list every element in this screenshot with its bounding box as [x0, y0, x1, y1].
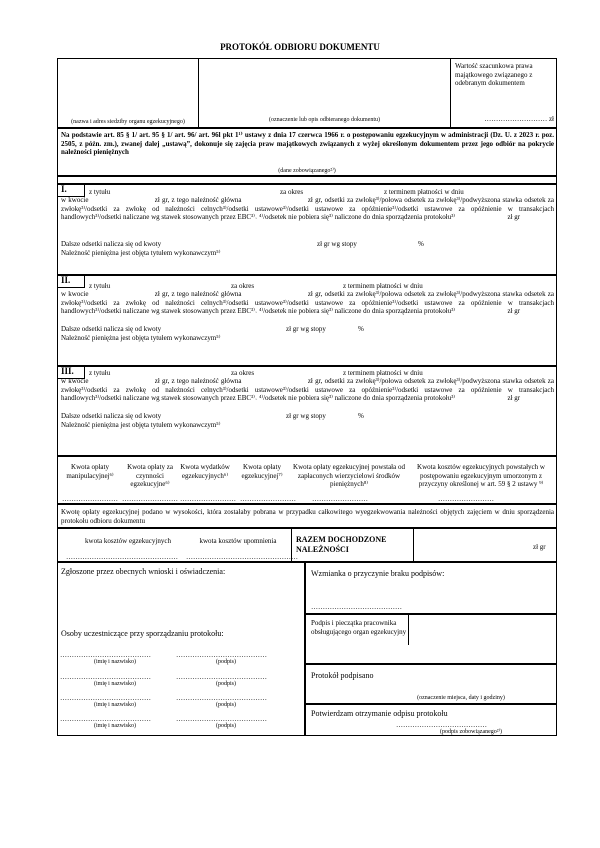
signature-caption: (podpis) [216, 723, 236, 729]
header-box [57, 58, 557, 128]
participant-signature-field[interactable]: ………………………………… [176, 651, 267, 659]
fee-enforcement-paid-field[interactable]: …………………… [312, 495, 368, 503]
fee-expenses-field[interactable]: …………………… [180, 495, 236, 503]
obligor-signature-field[interactable]: ………………………………… [396, 721, 487, 729]
section-label: II. [61, 275, 71, 285]
enforcement-costs-label: kwota kosztów egzekucyjnych [85, 537, 171, 545]
no-signature-field[interactable]: ………………………………… [311, 603, 402, 611]
costs-box [57, 528, 557, 562]
fee-handling: Kwota opłaty manipulacyjnej⁶⁾ [66, 463, 114, 480]
reminder-costs-field[interactable]: ………………………………………… [186, 553, 298, 561]
further-interest-label: Dalsze odsetki nalicza się od kwoty [61, 325, 162, 333]
percent-label: % [418, 240, 424, 248]
period-field[interactable]: za okres [231, 369, 255, 377]
amount-details: w kwocie zł gr, z tego należność główna zł gr, odsetki za zwłokę³⁾/połowa odsetek za zwłokę³⁾/podwyższona stawka odsetek za zwłokę³⁾/odsetki za zwłokę od należności celnych³⁾/odsetki ustawowe³⁾/odsetki ustawowe za opóźnienie³⁾/odsetki ustawowe za opóźnienie w transakcjach handlowych³⁾/odsetki naliczane wg stawek stosowanych przez EBC³⁾˒ ⁴⁾/odsetek nie pobiera się³⁾ naliczone do dnia sporządzenia protokołu³⁾ zł gr [61, 290, 556, 316]
total-unit[interactable]: zł gr [533, 543, 546, 551]
participants-label: Osoby uczestniczące przy sporządzaniu protokołu: [61, 629, 224, 638]
document-caption: (oznaczenie lub opis odbieranego dokumentu) [269, 117, 380, 123]
claim-section-2 [57, 275, 557, 366]
signature-caption: (podpis) [216, 702, 236, 708]
fee-activities: Kwota opłaty za czynności egzekucyjne⁶⁾ [127, 463, 173, 489]
due-date-field[interactable]: z terminem płatności w dniu [343, 369, 423, 377]
further-interest-label: Dalsze odsetki nalicza się od kwoty [61, 412, 162, 420]
name-caption: (imię i nazwisko) [94, 702, 136, 708]
section-label: III. [61, 366, 74, 376]
copy-box [305, 704, 557, 736]
fees-box [57, 456, 557, 504]
period-field[interactable]: za okres [231, 282, 255, 290]
authority-caption: (nazwa i adres siedziby organu egzekucyjnego) [71, 119, 185, 125]
section-label: I. [61, 184, 67, 194]
participant-signature-field[interactable]: ………………………………… [176, 694, 267, 702]
participant-name-field[interactable]: ………………………………… [60, 715, 151, 723]
rate-label: zł gr wg stopy [317, 240, 357, 248]
fee-handling-field[interactable]: …………………… [62, 495, 118, 503]
participant-name-field[interactable]: ………………………………… [60, 651, 151, 659]
percent-label: % [358, 325, 364, 333]
title-field[interactable]: z tytułu [89, 188, 111, 196]
fee-expenses: Kwota wydatków egzekucyjnych⁶⁾ [180, 463, 230, 480]
value-label: Wartość szacunkowa prawa majątkowego związanego z odebranym dokumentem [455, 62, 533, 88]
motions-label: Zgłoszone przez obecnych wnioski i oświadczenia: [61, 567, 226, 576]
period-field[interactable]: za okres [280, 188, 304, 196]
title-coverage-label: Należność pieniężna jest objęta tytułem wykonawczym⁵⁾ [61, 334, 221, 342]
total-label: RAZEM DOCHODZONE NALEŻNOŚCI [296, 535, 387, 554]
obligor-box [57, 176, 557, 184]
obligor-caption: (dane zobowiązanego²⁾) [278, 168, 336, 174]
signature-caption: (podpis) [216, 681, 236, 687]
officer-label: Podpis i pieczątka pracownika obsługującego organ egzekucyjny [311, 619, 407, 636]
rate-label: zł gr wg stopy [286, 412, 326, 420]
costs-note: Kwotę opłaty egzekucyjnej podano w wysokości, która zostałaby pobrana w przypadku całkowitego wyegzekwowania należności objętych zajęciem w dniu sporządzenia protokołu odbioru dokumentu [61, 508, 554, 525]
name-caption: (imię i nazwisko) [94, 723, 136, 729]
page-title: PROTOKÓŁ ODBIORU DOKUMENTU [220, 42, 380, 52]
copy-label: Potwierdzam otrzymanie odpisu protokołu [311, 709, 448, 718]
participant-signature-field[interactable]: ………………………………… [176, 715, 267, 723]
fee-enforcement-field[interactable]: …………………… [240, 495, 296, 503]
reminder-costs-label: kwota kosztów upomnienia [199, 537, 277, 545]
signature-caption: (podpis) [216, 659, 236, 665]
signed-label: Protokół podpisano [311, 671, 374, 680]
further-interest-label: Dalsze odsetki nalicza się od kwoty [61, 240, 162, 248]
participant-name-field[interactable]: ………………………………… [60, 694, 151, 702]
title-field[interactable]: z tytułu [89, 282, 111, 290]
percent-label: % [358, 412, 364, 420]
no-signature-label: Wzmianka o przyczynie braku podpisów: [311, 569, 445, 578]
fee-enforcement-paid: Kwota opłaty egzekucyjnej powstała od zapłaconych wierzycielowi środków pieniężnych⁸⁾ [293, 463, 405, 489]
enforcement-costs-field[interactable]: ………………………………………… [66, 553, 178, 561]
fee-discontinued-field[interactable]: …………………… [438, 495, 494, 503]
claim-section-3 [57, 366, 557, 456]
officer-box [305, 614, 557, 664]
name-caption: (imię i nazwisko) [94, 659, 136, 665]
due-date-field[interactable]: z terminem płatności w dniu [384, 188, 464, 196]
title-coverage-label: Należność pieniężna jest objęta tytułem wykonawczym⁵⁾ [61, 249, 221, 257]
rate-label: zł gr wg stopy [286, 325, 326, 333]
no-signature-box [305, 562, 557, 614]
title-coverage-label: Należność pieniężna jest objęta tytułem wykonawczym⁵⁾ [61, 421, 221, 429]
motions-box [57, 562, 305, 736]
title-field[interactable]: z tytułu [89, 369, 111, 377]
legal-basis: Na podstawie art. 85 § 1/ art. 95 § 1/ art. 96/ art. 96l pkt 1¹⁾ ustawy z dnia 17 czerwca 1966 r. o postępowaniu egzekucyjnym w administracji (Dz. U. z 2023 r. poz. 2505, z późn. zm.), zwanej dalej „ustawą”, dokonuje się zajęcia praw majątkowych związanych z wyżej określonym dokumentem przez jego odbiór na pokrycie należności pieniężnych [61, 131, 554, 157]
amount-details: w kwocie zł gr, z tego należność główna zł gr, odsetki za zwłokę³⁾/połowa odsetek za zwłokę³⁾/podwyższona stawka odsetek za zwłokę³⁾/odsetki za zwłokę od należności celnych³⁾/odsetki ustawowe³⁾/odsetki ustawowe za opóźnienie³⁾/odsetki ustawowe za opóźnienie w transakcjach handlowych³⁾/odsetki naliczane wg stawek stosowanych przez EBC³⁾˒ ⁴⁾/odsetek nie pobiera się³⁾ naliczone do dnia sporządzenia protokołu³⁾ zł gr [61, 196, 556, 222]
fee-enforcement: Kwota opłaty egzekucyjnej⁷⁾ [241, 463, 283, 480]
claim-section-1 [57, 184, 557, 275]
place-caption: (oznaczenie miejsca, daty i godziny) [417, 695, 505, 701]
due-date-field[interactable]: z terminem płatności w dniu [343, 282, 423, 290]
fee-activities-field[interactable]: …………………… [122, 495, 178, 503]
signed-box [305, 664, 557, 704]
obligor-signature-caption: (podpis zobowiązanego²⁾) [439, 729, 503, 735]
value-field[interactable]: ……………………… zł [484, 115, 554, 123]
participant-signature-field[interactable]: ………………………………… [176, 673, 267, 681]
fee-discontinued: Kwota kosztów egzekucyjnych powstałych w postępowaniu egzekucyjnym umorzonym z przyczyny określonej w art. 59 § 2 ustawy ⁹⁾ [417, 463, 545, 489]
amount-details: w kwocie zł gr, z tego należność główna zł gr, odsetki za zwłokę³⁾/połowa odsetek za zwłokę³⁾/podwyższona stawka odsetek za zwłokę³⁾/odsetki za zwłokę od należności celnych³⁾/odsetki ustawowe³⁾/odsetki ustawowe za opóźnienie³⁾/odsetki ustawowe za opóźnienie w transakcjach handlowych³⁾/odsetki naliczane wg stawek stosowanych przez EBC³⁾˒ ⁴⁾/odsetek nie pobiera się³⁾ naliczone do dnia sporządzenia protokołu³⁾ zł gr [61, 377, 556, 403]
participant-name-field[interactable]: ………………………………… [60, 673, 151, 681]
costs-note-box [57, 504, 557, 528]
name-caption: (imię i nazwisko) [94, 681, 136, 687]
